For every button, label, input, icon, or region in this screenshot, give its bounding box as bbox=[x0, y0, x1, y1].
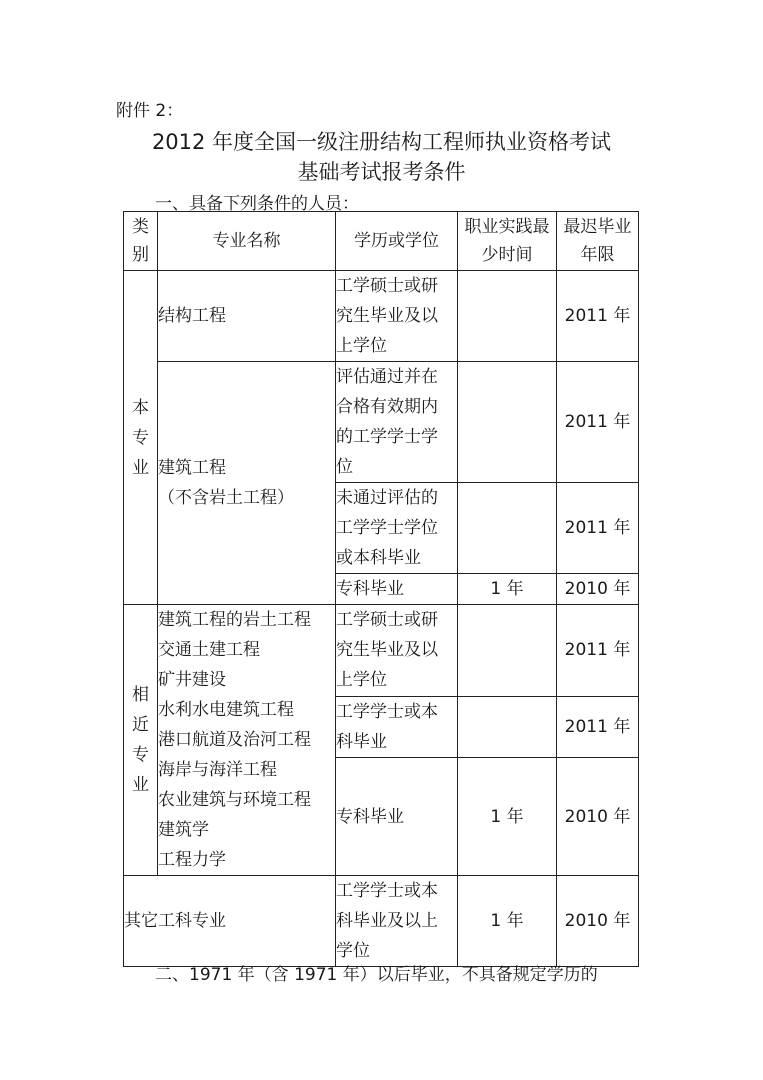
degree-cell: 工学硕士或研 究生毕业及以 上学位 bbox=[336, 605, 458, 697]
degree-cell: 工学学士或本 科毕业 bbox=[336, 696, 458, 757]
table-row bbox=[124, 876, 639, 967]
table-header-row bbox=[124, 212, 639, 271]
deadline-cell: 2011 年 bbox=[557, 696, 639, 757]
deadline-cell: 2011 年 bbox=[557, 362, 639, 483]
category-major-cell: 其它工科专业 bbox=[124, 876, 336, 967]
deadline-cell: 2011 年 bbox=[557, 271, 639, 362]
practice-cell bbox=[458, 362, 557, 483]
degree-cell: 工学学士或本 科毕业及以上 学位 bbox=[336, 876, 458, 967]
deadline-cell: 2010 年 bbox=[557, 574, 639, 605]
degree-cell: 专科毕业 bbox=[336, 758, 458, 876]
practice-cell bbox=[458, 271, 557, 362]
degree-cell: 评估通过并在 合格有效期内 的工学学士学 位 bbox=[336, 362, 458, 483]
degree-cell: 未通过评估的 工学学士学位 或本科毕业 bbox=[336, 483, 458, 574]
header-practice: 职业实践最 少时间 bbox=[458, 212, 557, 271]
requirements-table bbox=[123, 211, 639, 967]
category-cell: 相 近 专 业 bbox=[124, 605, 158, 876]
table-row bbox=[124, 605, 639, 697]
header-category: 类 别 bbox=[124, 212, 158, 271]
header-major: 专业名称 bbox=[158, 212, 336, 271]
degree-cell: 工学硕士或研 究生毕业及以 上学位 bbox=[336, 271, 458, 362]
category-cell: 本 专 业 bbox=[124, 271, 158, 605]
major-cell: 建筑工程的岩土工程 交通土建工程 矿井建设 水利水电建筑工程 港口航道及治河工程 海岸与海洋工程 农业建筑与环境工程 建筑学 工程力学 bbox=[158, 605, 336, 876]
major-cell: 建筑工程 （不含岩土工程） bbox=[158, 362, 336, 605]
practice-cell: 1 年 bbox=[458, 876, 557, 967]
deadline-cell: 2010 年 bbox=[557, 876, 639, 967]
degree-cell: 专科毕业 bbox=[336, 574, 458, 605]
document-subtitle: 基础考试报考条件 bbox=[297, 160, 466, 184]
practice-cell: 1 年 bbox=[458, 574, 557, 605]
header-deadline: 最迟毕业 年限 bbox=[557, 212, 639, 271]
document-title: 2012 年度全国一级注册结构工程师执业资格考试 bbox=[151, 130, 612, 154]
major-cell: 结构工程 bbox=[158, 271, 336, 362]
table-row bbox=[124, 271, 639, 362]
practice-cell: 1 年 bbox=[458, 758, 557, 876]
section-2-text: 二、1971 年（含 1971 年）以后毕业，不具备规定学历的 bbox=[155, 965, 598, 985]
practice-cell bbox=[458, 483, 557, 574]
header-degree: 学历或学位 bbox=[336, 212, 458, 271]
table-row bbox=[124, 362, 639, 483]
attachment-label: 附件 2： bbox=[116, 101, 184, 121]
deadline-cell: 2010 年 bbox=[557, 758, 639, 876]
section-1-heading: 一、具备下列条件的人员： bbox=[155, 194, 359, 214]
practice-cell bbox=[458, 605, 557, 697]
deadline-cell: 2011 年 bbox=[557, 483, 639, 574]
practice-cell bbox=[458, 696, 557, 757]
deadline-cell: 2011 年 bbox=[557, 605, 639, 697]
